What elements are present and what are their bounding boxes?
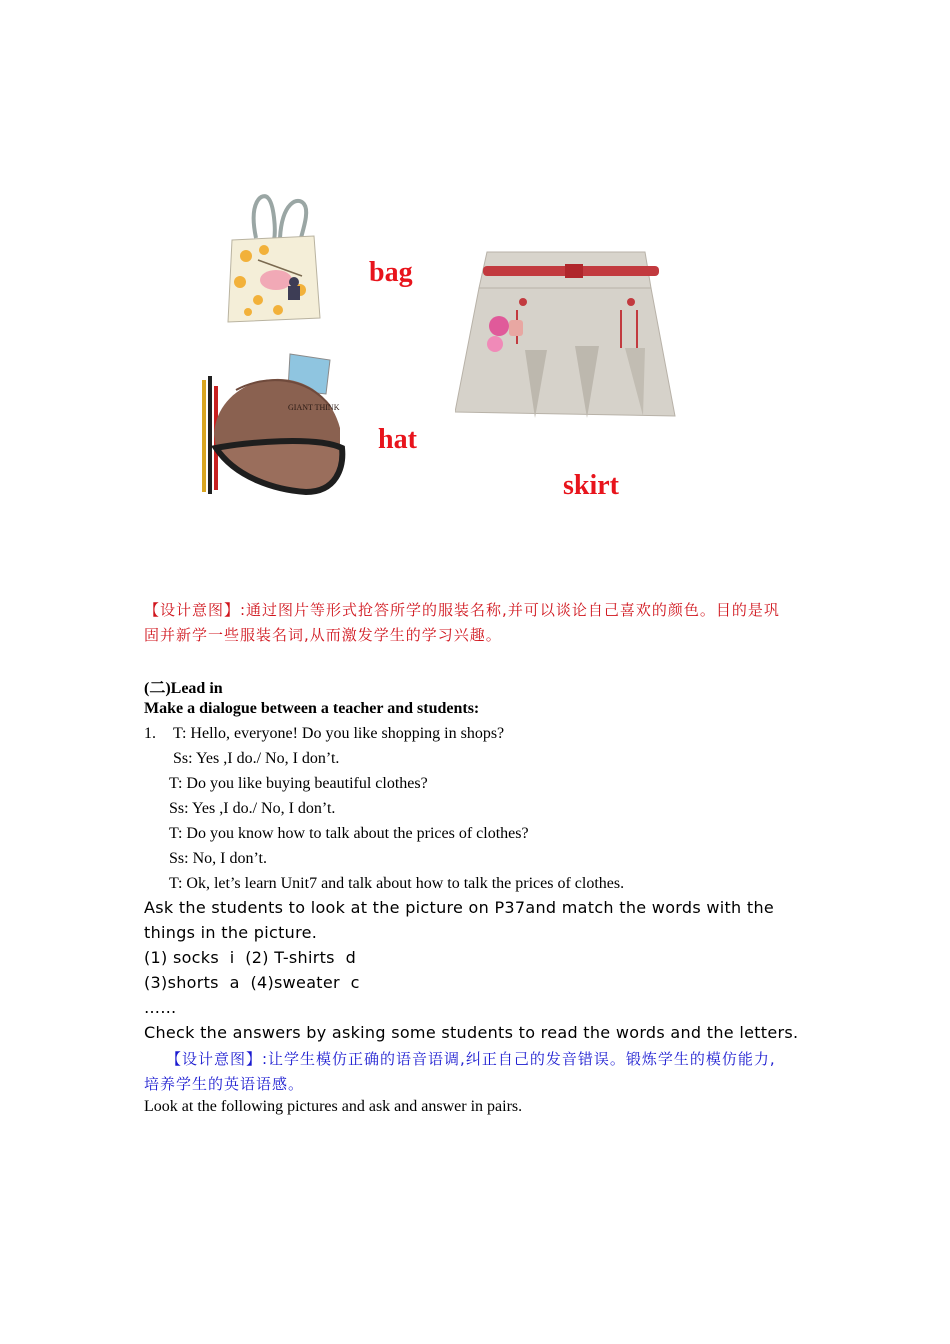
match-line1: (1) socks i (2) T-shirts d: [144, 948, 357, 967]
design-intent-2-line2: 培养学生的英语语感。: [144, 1075, 305, 1093]
section-subheading: Make a dialogue between a teacher and students:: [144, 700, 480, 717]
task-line1: Ask the students to look at the picture on P37and match the words with the: [144, 898, 775, 917]
dialogue-line: Ss: Yes ,I do./ No, I don’t.: [173, 750, 340, 767]
task-line2: things in the picture.: [144, 923, 318, 942]
word-bag: bag: [369, 257, 413, 288]
dialogue-line: Ss: No, I don’t.: [169, 850, 267, 867]
svg-text:GIANT THINK: GIANT THINK: [288, 403, 340, 412]
ellipsis: ……: [144, 998, 177, 1017]
design-intent-1-line2: 固并新学一些服装名词,从而激发学生的学习兴趣。: [144, 626, 502, 644]
check-answers-line: Check the answers by asking some students to read the words and the letters.: [144, 1023, 799, 1042]
match-line2: (3)shorts a (4)sweater c: [144, 973, 360, 992]
dialogue-line: T: Hello, everyone! Do you like shopping in shops?: [173, 725, 505, 742]
dialogue-line: T: Ok, let’s learn Unit7 and talk about how to talk the prices of clothes.: [169, 875, 625, 892]
word-hat: hat: [378, 424, 417, 455]
design-intent-1-line1: 【设计意图】:通过图片等形式抢答所学的服装名称,并可以谈论自己喜欢的颜色。目的是巩: [144, 601, 780, 619]
design-intent-2-line1: 【设计意图】:让学生模仿正确的语音语调,纠正自己的发音错误。锻炼学生的模仿能力,: [166, 1050, 776, 1068]
hat-image: [196, 350, 346, 498]
skirt-image: [455, 240, 677, 432]
dialogue-line: T: Do you like buying beautiful clothes?: [169, 775, 428, 792]
closing-instruction: Look at the following pictures and ask and answer in pairs.: [144, 1098, 523, 1115]
bag-image: [218, 190, 328, 330]
word-skirt: skirt: [563, 470, 619, 501]
dialogue-number: 1.: [144, 725, 156, 742]
dialogue-line: T: Do you know how to talk about the prices of clothes?: [169, 825, 529, 842]
dialogue-line: Ss: Yes ,I do./ No, I don’t.: [169, 800, 336, 817]
section-heading: (二)Lead in: [144, 680, 223, 697]
